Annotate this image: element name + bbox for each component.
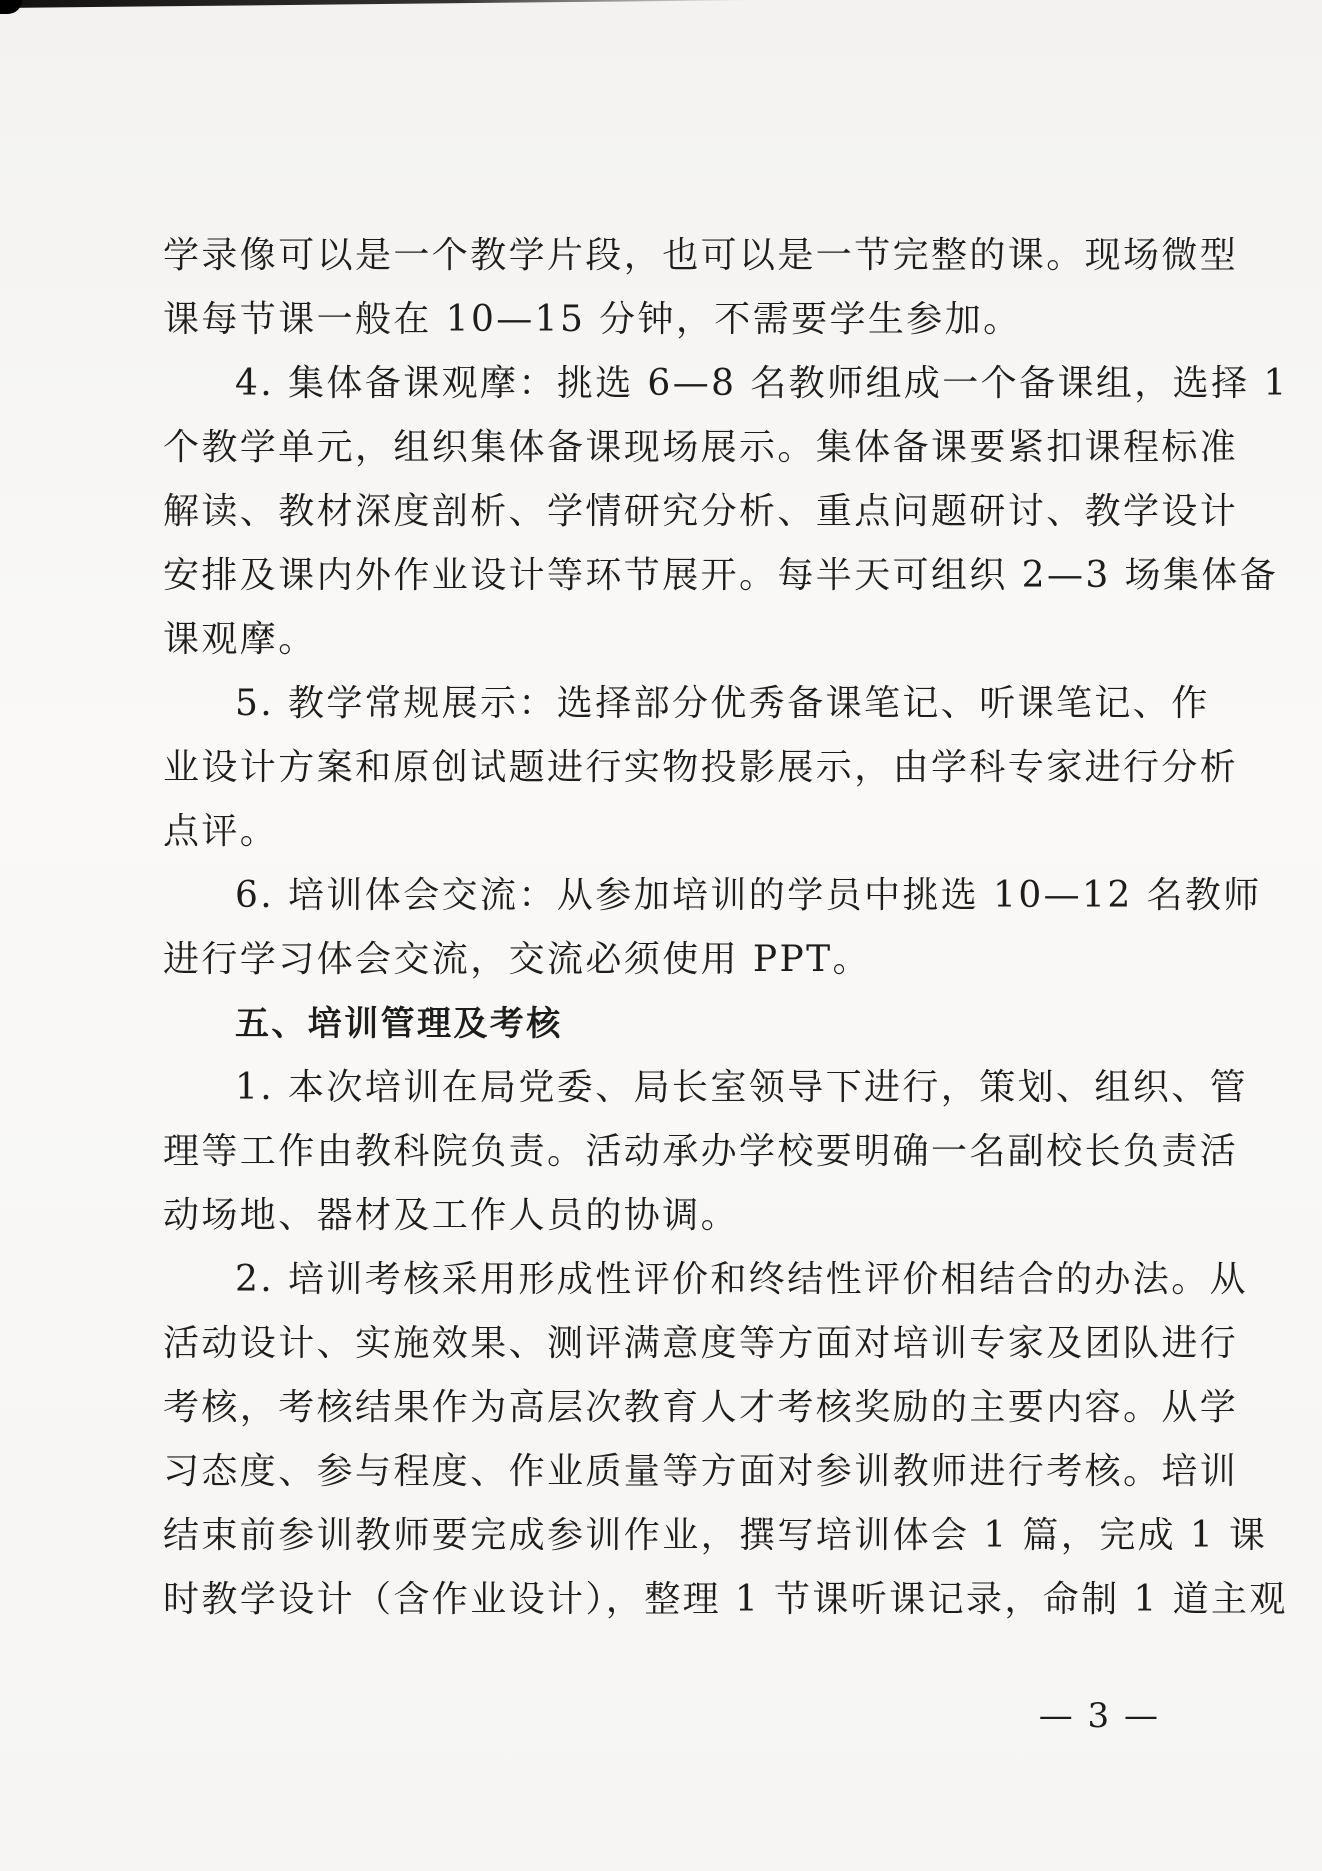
manage-item-2-line-4: 习态度、参与程度、作业质量等方面对参训教师进行考核。培训: [163, 1451, 1239, 1492]
text-line-1: 学录像可以是一个教学片段，也可以是一节完整的课。现场微型: [163, 235, 1239, 276]
item-4-line-2: 个教学单元，组织集体备课现场展示。集体备课要紧扣课程标准: [163, 427, 1239, 468]
item-4-line-1: 4. 集体备课观摩：挑选 6—8 名教师组成一个备课组，选择 1: [235, 363, 1289, 404]
item-4-line-4: 安排及课内外作业设计等环节展开。每半天可组织 2—3 场集体备: [163, 555, 1279, 596]
text-line-2: 课每节课一般在 10—15 分钟，不需要学生参加。: [163, 299, 1022, 340]
manage-item-1-line-1: 1. 本次培训在局党委、局长室领导下进行，策划、组织、管: [235, 1067, 1248, 1108]
manage-item-2-line-1: 2. 培训考核采用形成性评价和终结性评价相结合的办法。从: [235, 1259, 1248, 1300]
section-heading-5: 五、培训管理及考核: [235, 1004, 563, 1044]
scan-corner-shadow: [0, 0, 22, 14]
page-number: — 3 —: [1038, 1696, 1160, 1736]
scan-edge-shadow: [0, 0, 760, 8]
manage-item-1-line-3: 动场地、器材及工作人员的协调。: [163, 1195, 740, 1236]
item-4-line-5: 课观摩。: [163, 619, 317, 660]
item-5-line-2: 业设计方案和原创试题进行实物投影展示，由学科专家进行分析: [163, 747, 1239, 788]
item-5-line-1: 5. 教学常规展示：选择部分优秀备课笔记、听课笔记、作: [235, 683, 1210, 724]
manage-item-2-line-6: 时教学设计（含作业设计），整理 1 节课听课记录，命制 1 道主观: [163, 1579, 1288, 1620]
manage-item-2-line-3: 考核，考核结果作为高层次教育人才考核奖励的主要内容。从学: [163, 1387, 1239, 1428]
body-text: [163, 224, 1289, 1632]
manage-item-2-line-2: 活动设计、实施效果、测评满意度等方面对培训专家及团队进行: [163, 1323, 1239, 1364]
item-6-line-1: 6. 培训体会交流：从参加培训的学员中挑选 10—12 名教师: [235, 875, 1262, 916]
manage-item-2-line-5: 结束前参训教师要完成参训作业，撰写培训体会 1 篇，完成 1 课: [163, 1515, 1268, 1556]
item-5-line-3: 点评。: [163, 811, 279, 852]
item-6-line-2: 进行学习体会交流，交流必须使用 PPT。: [163, 939, 871, 980]
manage-item-1-line-2: 理等工作由教科院负责。活动承办学校要明确一名副校长负责活: [163, 1131, 1239, 1172]
item-4-line-3: 解读、教材深度剖析、学情研究分析、重点问题研讨、教学设计: [163, 491, 1239, 532]
